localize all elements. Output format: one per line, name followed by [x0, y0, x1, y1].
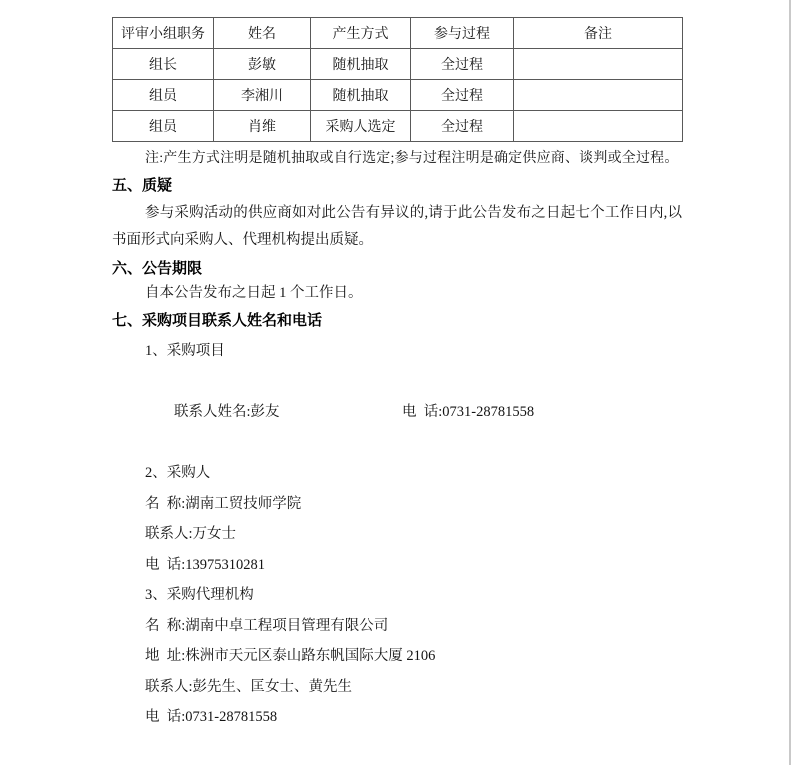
agency-address: 地 址:株洲市天元区泰山路东帆国际大厦 2106	[145, 648, 436, 664]
contact-block	[112, 336, 682, 733]
table-cell: 肖维	[214, 111, 311, 142]
table-cell: 全过程	[411, 111, 514, 142]
column-header-role: 评审小组职务	[113, 18, 214, 49]
purchaser-title: 2、采购人	[145, 465, 211, 481]
table-cell: 随机抽取	[311, 49, 411, 80]
column-header-remarks: 备注	[514, 18, 683, 49]
purchaser-phone: 电 话:13975310281	[145, 556, 266, 573]
table-cell	[514, 80, 683, 111]
table-cell: 随机抽取	[311, 80, 411, 111]
table-cell: 全过程	[411, 49, 514, 80]
column-header-process: 参与过程	[411, 18, 514, 49]
section-heading-6: 六、公告期限	[112, 260, 203, 277]
agency-title: 3、采购代理机构	[145, 587, 254, 603]
table-cell: 采购人选定	[311, 111, 411, 142]
column-header-method: 产生方式	[311, 18, 411, 49]
project-contact-line	[112, 367, 682, 459]
table-cell: 李湘川	[214, 80, 311, 111]
section-heading-7: 七、采购项目联系人姓名和电话	[112, 312, 323, 329]
section-heading-5: 五、质疑	[112, 177, 173, 194]
table-cell: 组长	[113, 49, 214, 80]
table-cell: 组员	[113, 80, 214, 111]
table-footnote: 注:产生方式注明是随机抽取或自行选定;参与过程注明是确定供应商、谈判或全过程。	[145, 151, 679, 166]
section-6-paragraph: 自本公告发布之日起 1 个工作日。	[145, 285, 363, 301]
table-row	[113, 49, 683, 80]
purchaser-contact: 联系人:万女士	[145, 526, 237, 542]
table-cell: 彭敏	[214, 49, 311, 80]
agency-name: 名 称:湖南中卓工程项目管理有限公司	[145, 617, 389, 634]
purchaser-name: 名 称:湖南工贸技师学院	[145, 495, 302, 512]
project-contact-name: 联系人姓名:彭友	[174, 404, 280, 420]
agency-contacts: 联系人:彭先生、匡女士、黄先生	[145, 678, 353, 695]
section-5-paragraph: 参与采购活动的供应商如对此公告有异议的,请于此公告发布之日起七个工作日内,以书面形式向采购人、代理机构提出质疑。	[112, 205, 682, 248]
table-row	[113, 111, 683, 142]
agency-phone: 电 话:0731-28781558	[145, 709, 278, 725]
project-contact-phone: 电 话:0731-28781558	[402, 404, 535, 420]
table-cell	[514, 49, 683, 80]
table-cell: 全过程	[411, 80, 514, 111]
document-body	[112, 17, 682, 733]
table-cell: 组员	[113, 111, 214, 142]
column-header-name: 姓名	[214, 18, 311, 49]
page-edge-line	[789, 0, 791, 765]
table-header-row	[113, 18, 683, 49]
procurement-project-title: 1、采购项目	[145, 343, 225, 359]
table-row	[113, 80, 683, 111]
table-cell	[514, 111, 683, 142]
review-panel-table	[112, 17, 683, 142]
